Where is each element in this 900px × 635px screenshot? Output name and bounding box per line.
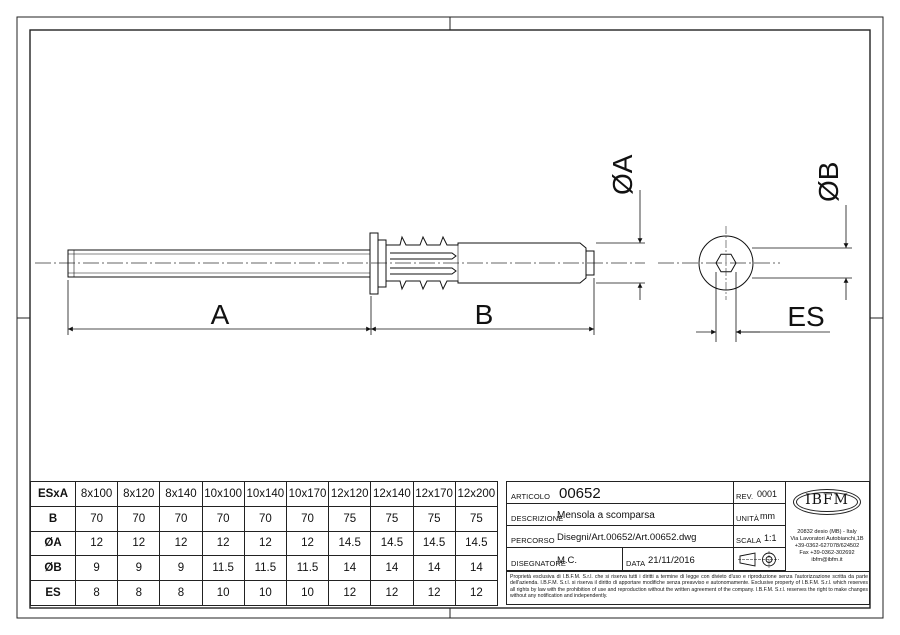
- table-column-header: 12x200: [455, 482, 497, 507]
- row-articolo: [507, 482, 785, 504]
- flange: [370, 233, 386, 294]
- address-line-4: Fax +39-0362-302692: [799, 550, 855, 556]
- row-disegnatore: [507, 548, 785, 571]
- percorso-value: Disegni/Art.00652/Art.00652.dwg: [557, 532, 697, 543]
- table-corner-header: ESxA: [31, 482, 76, 507]
- table-cell: 70: [286, 506, 328, 531]
- label-a: A: [210, 299, 230, 330]
- table-cell: 70: [76, 506, 118, 531]
- table-cell: 12: [202, 531, 244, 556]
- address-line-2: Via Lavoratori Autobianchi,1B: [790, 536, 864, 542]
- rev-value: 0001: [757, 489, 778, 499]
- table-column-header: 8x120: [118, 482, 160, 507]
- table-cell: 11.5: [202, 556, 244, 581]
- table-cell: 14: [371, 556, 413, 581]
- legal-notice: Proprietà esclusiva di I.B.F.M. S.r.l. che si riserva tutti i diritti a termine di legge con divieto d'uso e riproduzione senza l'autorizzazione scritta da parte dell'azienda. I.B.F.M. S.r.l. si riserva il diritto di apportare modifiche senza preavviso e autonomamente. Exclusive property of I.B.F.M. S.r.l. which reserves all rights by law with the prohibition of use and reproduction without the written agreement of the company. I.B.F.M. S.r.l. reserves the right to make changes without any notification and independently.: [510, 574, 868, 599]
- table-row: [31, 531, 498, 556]
- table-cell: 70: [160, 506, 202, 531]
- table-column-header: 12x140: [371, 482, 413, 507]
- table-row-label: ØB: [31, 556, 76, 581]
- table-cell: 75: [455, 506, 497, 531]
- label-b: B: [474, 299, 494, 330]
- disegnatore-label: DISEGNATORE: [511, 559, 566, 568]
- table-row-label: ES: [31, 581, 76, 606]
- table-column-header: 12x120: [329, 482, 371, 507]
- unita-value: mm: [760, 511, 775, 521]
- projection-symbol-icon: [738, 551, 780, 568]
- address-line-3: +39-0362-627078/624502: [794, 543, 860, 549]
- label-es: ES: [787, 301, 825, 332]
- table-cell: 14.5: [413, 531, 455, 556]
- rev-label: REV.: [736, 492, 754, 501]
- dimension-table: [30, 481, 498, 606]
- articolo-label: ARTICOLO: [511, 492, 551, 501]
- table-column-header: 10x140: [244, 482, 286, 507]
- row-percorso: [507, 526, 785, 548]
- table-row: [31, 581, 498, 606]
- company-logo-block: [787, 485, 867, 571]
- table-cell: 10: [286, 581, 328, 606]
- table-cell: 12: [76, 531, 118, 556]
- data-value: 21/11/2016: [648, 555, 695, 566]
- unita-label: UNITÀ: [736, 514, 759, 523]
- table-cell: 9: [118, 556, 160, 581]
- descrizione-value: Mensola a scomparsa: [557, 510, 655, 521]
- label-dia-a: ØA: [607, 154, 638, 195]
- table-cell: 12: [413, 581, 455, 606]
- table-cell: 12: [329, 581, 371, 606]
- descrizione-label: DESCRIZIONE: [511, 514, 564, 523]
- table-cell: 14: [413, 556, 455, 581]
- table-cell: 11.5: [286, 556, 328, 581]
- table-cell: 12: [118, 531, 160, 556]
- table-cell: 9: [76, 556, 118, 581]
- table-cell: 12: [244, 531, 286, 556]
- scala-value: 1:1: [764, 533, 777, 543]
- table-cell: 14: [329, 556, 371, 581]
- table-cell: 8: [118, 581, 160, 606]
- table-cell: 75: [413, 506, 455, 531]
- table-cell: 14.5: [371, 531, 413, 556]
- scala-label: SCALA: [736, 536, 762, 545]
- row-descrizione: [507, 504, 785, 526]
- table-cell: 75: [329, 506, 371, 531]
- percorso-label: PERCORSO: [511, 536, 555, 545]
- address-line-1: 20832 desio (MB) - Italy: [797, 529, 857, 535]
- table-cell: 14: [455, 556, 497, 581]
- title-block: [506, 481, 870, 605]
- table-cell: 70: [244, 506, 286, 531]
- articolo-value: 00652: [559, 485, 601, 502]
- table-cell: 70: [118, 506, 160, 531]
- data-label: DATA: [626, 559, 646, 568]
- table-cell: 8: [76, 581, 118, 606]
- table-cell: 14.5: [329, 531, 371, 556]
- table-header-row: [31, 482, 498, 507]
- table-column-header: 12x170: [413, 482, 455, 507]
- table-cell: 12: [286, 531, 328, 556]
- table-cell: 10: [244, 581, 286, 606]
- table-cell: 12: [455, 581, 497, 606]
- table-column-header: 10x170: [286, 482, 328, 507]
- table-cell: 8: [160, 581, 202, 606]
- dimension-dia-b: [752, 205, 852, 300]
- dimension-dia-a: [596, 190, 645, 300]
- disegnatore-value: M.C.: [557, 555, 578, 566]
- table-cell: 10: [202, 581, 244, 606]
- rod: [68, 250, 370, 277]
- table-row-label: ØA: [31, 531, 76, 556]
- logo-text: IBFM: [805, 492, 849, 508]
- table-row-label: B: [31, 506, 76, 531]
- table-row: [31, 506, 498, 531]
- table-cell: 14.5: [455, 531, 497, 556]
- table-cell: 12: [160, 531, 202, 556]
- table-cell: 70: [202, 506, 244, 531]
- table-column-header: 8x140: [160, 482, 202, 507]
- table-cell: 11.5: [244, 556, 286, 581]
- table-cell: 12: [371, 581, 413, 606]
- table-cell: 9: [160, 556, 202, 581]
- sleeve: [386, 237, 594, 289]
- label-dia-b: ØB: [813, 161, 844, 202]
- table-row: [31, 556, 498, 581]
- table-column-header: 8x100: [76, 482, 118, 507]
- table-cell: 75: [371, 506, 413, 531]
- address-line-5: ibfm@ibfm.it: [811, 557, 843, 563]
- table-column-header: 10x100: [202, 482, 244, 507]
